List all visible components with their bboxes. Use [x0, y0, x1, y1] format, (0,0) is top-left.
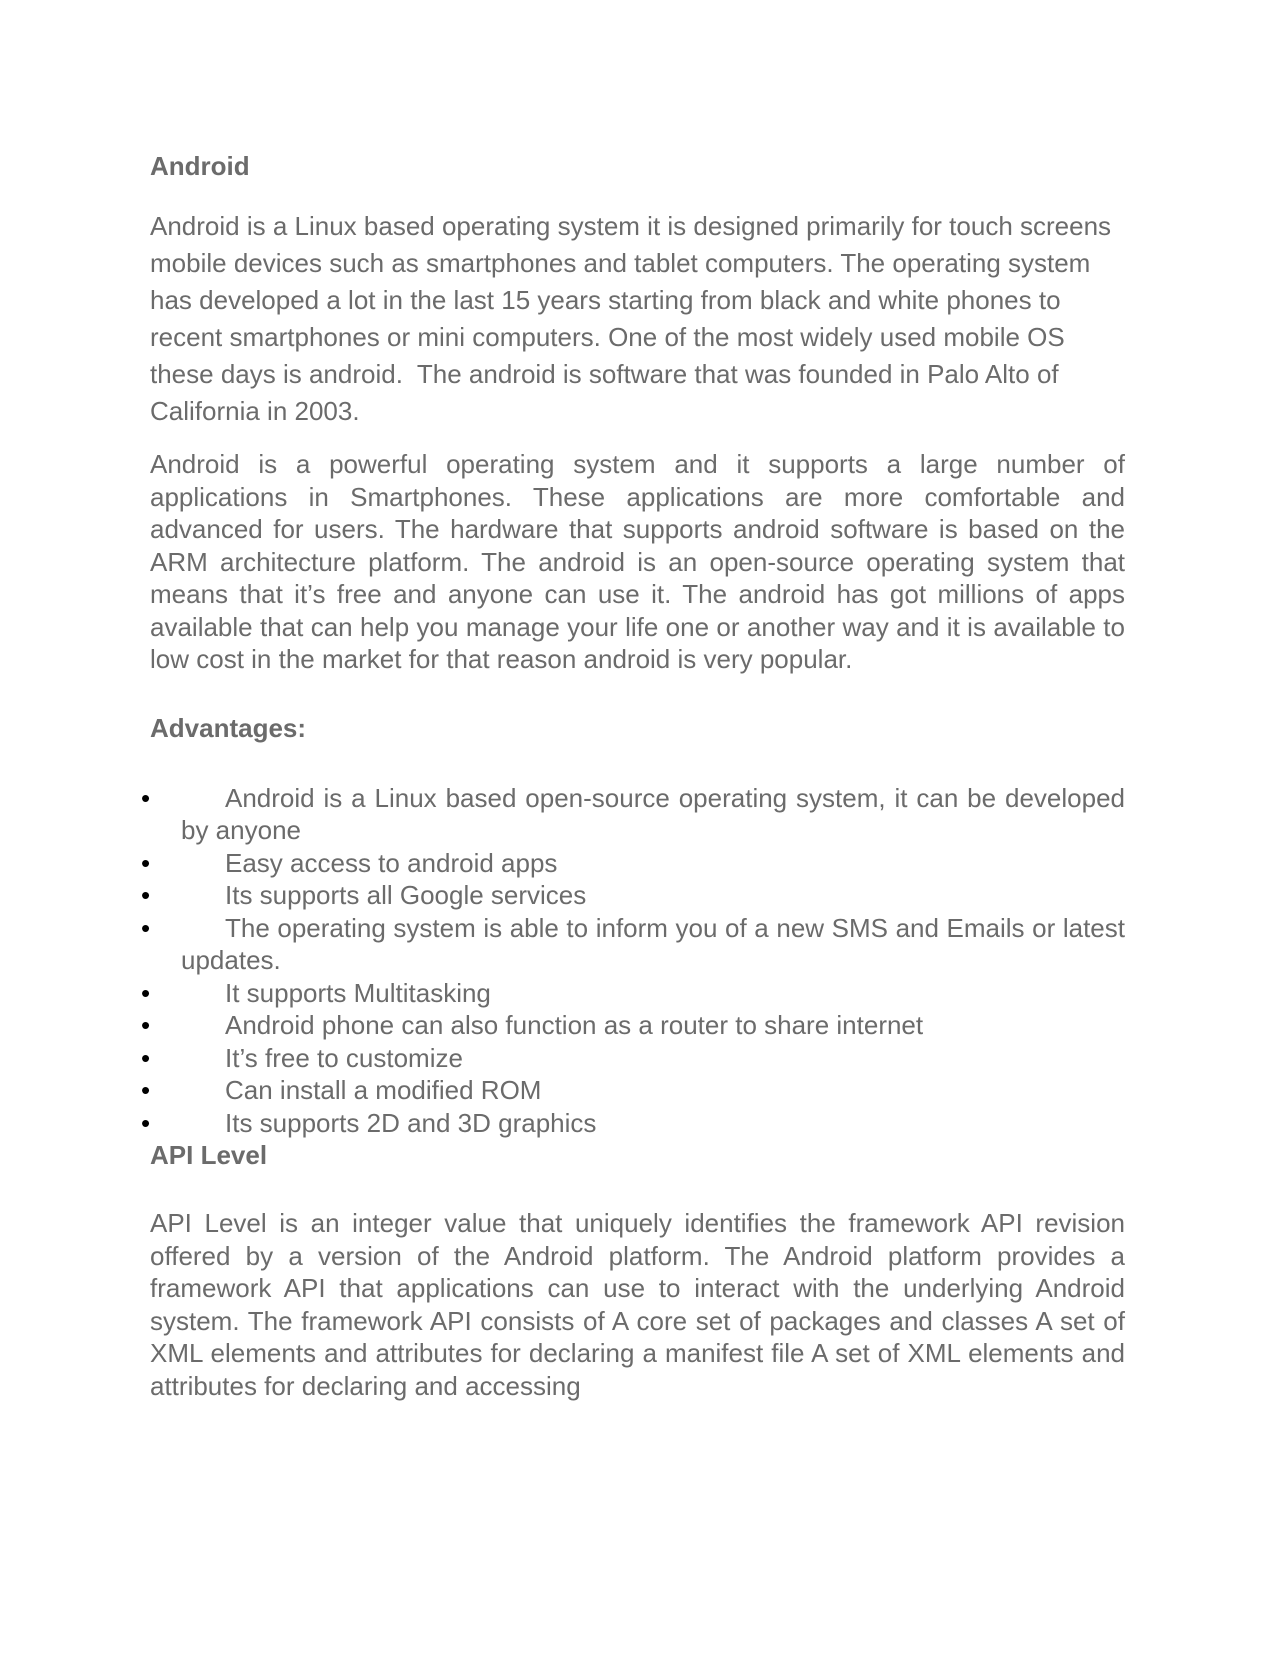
document-page	[141, 150, 1125, 1402]
bullet-icon: •	[141, 977, 151, 1008]
list-item: • Its supports 2D and 3D graphics	[141, 1107, 597, 1138]
bullet-icon: •	[141, 880, 151, 910]
api-level-heading: API Level	[150, 1140, 268, 1170]
bullet-icon: •	[141, 1010, 151, 1040]
api-level-paragraph: API Level is an integer value that uniquely identifies the framework API revision offered by a version of the Android platform. The Android platform provides a framework API that applications can use to interact with the underlying Android system. The framework API consists of A core set of packages and classes A set of XML elements and attributes for declaring a manifest file A set of XML elements and attributes for declaring and accessing	[150, 1208, 1125, 1401]
second-paragraph: Android is a powerful operating system and it supports a large number of applications in Smartphones. These applications are more comfortable and advanced for users. The hardware that supports android software is based on the ARM architecture platform. The android is an open-source operating system that means that it’s free and anyone can use it. The android has got millions of apps available that can help you manage your life one or another way and it is available to low cost in the market for that reason android is very popular.	[150, 449, 1125, 674]
list-item: • It supports Multitasking	[141, 977, 491, 1008]
list-item: • It’s free to customize	[141, 1042, 463, 1073]
list-item: • Android is a Linux based open-source operating system, it can be developed by anyone	[141, 782, 1125, 845]
list-item: • The operating system is able to inform you of a new SMS and Emails or latest updates.	[141, 912, 1125, 975]
list-item: • Easy access to android apps	[141, 847, 558, 878]
bullet-icon: •	[141, 912, 151, 943]
bullet-icon: •	[141, 782, 151, 813]
advantages-heading: Advantages:	[150, 712, 307, 743]
list-item: • Android phone can also function as a router to share internet	[141, 1010, 924, 1040]
advantages-list	[141, 782, 1125, 1140]
bullet-icon: •	[141, 1042, 151, 1073]
page-title: Android	[150, 151, 250, 181]
bullet-icon: •	[141, 1107, 151, 1138]
bullet-icon: •	[141, 847, 151, 878]
list-item: • Can install a modified ROM	[141, 1075, 542, 1105]
intro-paragraph: Android is a Linux based operating system it is designed primarily for touch screens mobile devices such as smartphones and tablet computers. The operating system has developed a lot in the last 15 years starting from black and white phones to recent smartphones or mini computers. One of the most widely used mobile OS these days is android. The android is software that was founded in Palo Alto of California in 2003.	[150, 211, 1119, 426]
bullet-icon: •	[141, 1075, 151, 1105]
list-item: • Its supports all Google services	[141, 880, 587, 910]
